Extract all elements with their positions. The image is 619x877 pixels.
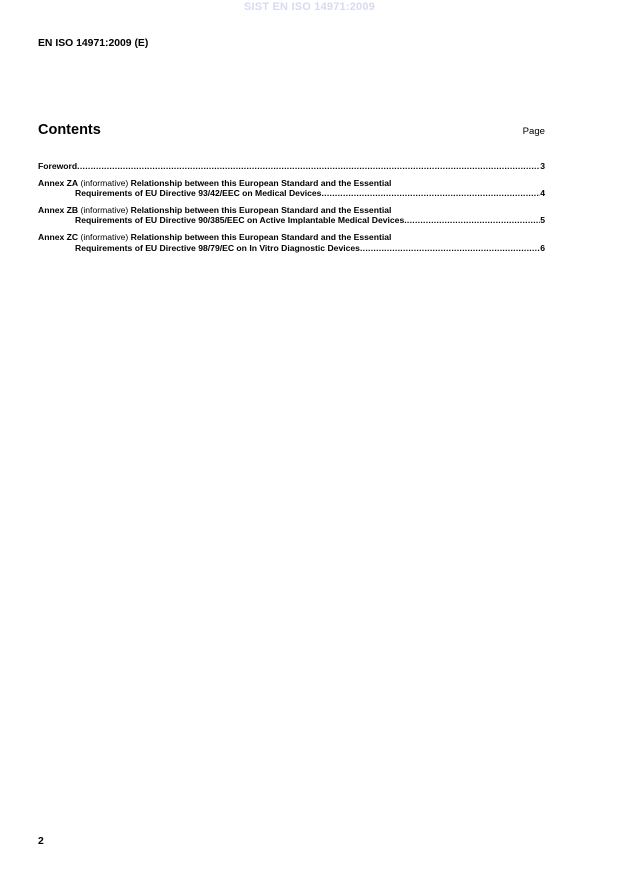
dot-leader	[404, 215, 540, 226]
dot-leader	[77, 161, 540, 172]
toc-line	[38, 161, 545, 172]
annex-prefix: Annex ZA	[38, 177, 79, 188]
dot-leader	[360, 243, 540, 254]
toc-line	[38, 243, 545, 254]
contents-heading: Contents	[38, 122, 101, 138]
toc-page-number: 5	[540, 215, 545, 226]
watermark: SIST EN ISO 14971:2009	[244, 1, 375, 13]
annex-kind: (informative)	[80, 204, 129, 215]
annex-kind: (informative)	[80, 177, 129, 188]
table-of-contents	[38, 161, 545, 259]
toc-entry-annex-zc[interactable]	[38, 232, 545, 253]
toc-line	[38, 188, 545, 199]
annex-prefix: Annex ZB	[38, 204, 79, 215]
page-column-heading: Page	[522, 126, 545, 137]
dot-leader	[321, 188, 540, 199]
annex-kind: (informative)	[80, 231, 129, 242]
toc-page-number: 6	[540, 242, 545, 253]
annex-title-line2: Requirements of EU Directive 90/385/EEC on Active Implantable Medical Devices	[75, 215, 405, 226]
toc-entry-annex-zb[interactable]	[38, 205, 545, 226]
annex-title-line1: Relationship between this European Standard and the Essential	[130, 231, 392, 242]
toc-line	[38, 205, 545, 216]
annex-title-line1: Relationship between this European Standard and the Essential	[130, 204, 392, 215]
page-number: 2	[38, 836, 44, 847]
toc-line	[38, 232, 545, 243]
annex-title-line2: Requirements of EU Directive 93/42/EEC on Medical Devices	[75, 188, 322, 199]
toc-line	[38, 215, 545, 226]
toc-line	[38, 178, 545, 189]
annex-title-line1: Relationship between this European Standard and the Essential	[130, 177, 392, 188]
toc-entry-foreword[interactable]	[38, 161, 545, 172]
document-id: EN ISO 14971:2009 (E)	[38, 38, 149, 49]
annex-title-line2: Requirements of EU Directive 98/79/EC on In Vitro Diagnostic Devices	[75, 242, 360, 253]
annex-prefix: Annex ZC	[38, 231, 79, 242]
toc-entry-annex-za[interactable]	[38, 178, 545, 199]
toc-page-number: 4	[540, 188, 545, 199]
toc-entry-label: Foreword	[38, 161, 78, 171]
toc-page-number: 3	[540, 161, 545, 171]
